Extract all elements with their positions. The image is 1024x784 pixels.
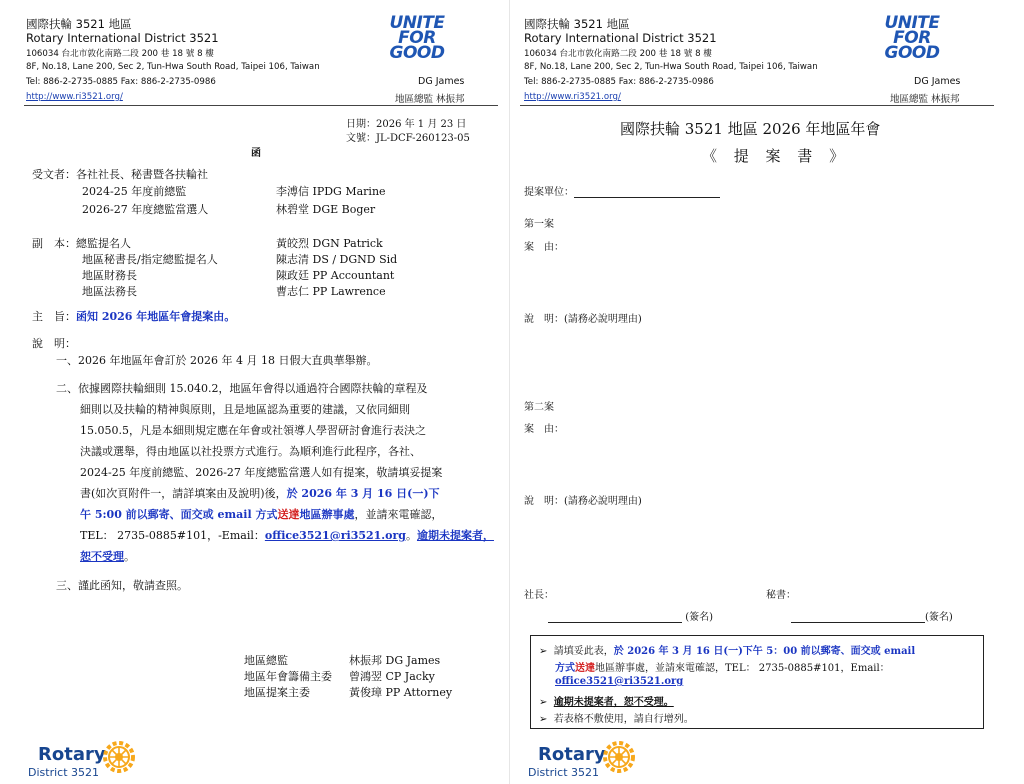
note-item [539, 642, 915, 657]
case-2-reason-label: 案 由： [524, 424, 564, 435]
address-en: 8F, No.18, Lane 200, Sec 2, Tun-Hwa South Road, Taipei 106, Taiwan [26, 62, 320, 72]
cc-name: 黃皎烈 DGN Patrick [276, 237, 383, 250]
address-zh: 106034 台北市敦化南路二段 200 巷 18 號 8 樓 [524, 49, 712, 59]
cc-name: 曹志仁 PP Lawrence [276, 285, 386, 298]
explain-label: 說 明： [32, 337, 76, 350]
text-run: 。 [124, 550, 135, 563]
text-run: 請填妥此表， [553, 646, 614, 657]
cc-role: 地區秘書長/指定總監提名人 [82, 253, 218, 266]
note-item [539, 710, 694, 725]
slogan-word: FOR [398, 28, 436, 48]
cc-role: 地區法務長 [82, 285, 137, 298]
slogan-word: UNITE [884, 13, 940, 33]
document-number: 文號：JL-DCF-260123-05 [346, 133, 470, 144]
president-label: 社長： [524, 590, 554, 601]
website-link[interactable]: http://www.ri3521.org/ [524, 92, 621, 102]
secretary-signature-field[interactable] [791, 610, 925, 623]
letter-date: 日期：2026 年 1 月 23 日 [346, 119, 467, 130]
form-title: 國際扶輪 3521 地區 2026 年地區年會 [620, 120, 881, 138]
arrow-bullet-icon: ➢ [539, 646, 548, 657]
item2-line: 2024-25 年度前總監、2026-27 年度總監當選人如有提案，敬請填妥提案 [80, 466, 443, 479]
case-2-explain-label: 說 明：(請務必說明理由) [524, 496, 642, 507]
text-run: ，並請來電確認， [354, 508, 443, 521]
district-name-en: Rotary International District 3521 [26, 31, 219, 45]
district-name-en: Rotary International District 3521 [524, 31, 717, 45]
text-run: TEL： 2735-0885#101，-Email： [80, 529, 265, 542]
header-rule [520, 105, 994, 106]
governor-en: DG James [914, 76, 961, 87]
address-en: 8F, No.18, Lane 200, Sec 2, Tun-Hwa South Road, Taipei 106, Taiwan [524, 62, 818, 72]
address-zh: 106034 台北市敦化南路二段 200 巷 18 號 8 樓 [26, 49, 214, 59]
recipient-name: 李溥信 IPDG Marine [276, 185, 386, 198]
case-2-title: 第二案 [524, 402, 554, 413]
recipient-role: 2024-25 年度前總監 [82, 185, 187, 198]
cc-label: 副 本：總監提名人 [32, 237, 131, 250]
case-1-explain-label: 說 明：(請務必說明理由) [524, 314, 642, 325]
signer-role: 地區總監 [244, 654, 288, 667]
rotary-wordmark: Rotary [38, 744, 106, 765]
text-run: 地區辦事處，並請來電確認，TEL： 2735-0885#101，Email： [595, 663, 890, 674]
district-name-zh: 國際扶輪 3521 地區 [26, 17, 132, 31]
slogan-word: GOOD [884, 43, 940, 63]
text-run: 書(如次頁附件一，請詳填案由及說明)後， [80, 487, 287, 500]
recipients-label: 受文者：各社社長、秘書暨各扶輪社 [32, 168, 208, 181]
signer-role: 地區年會籌備主委 [244, 670, 332, 683]
rotary-wheel-icon [102, 740, 136, 774]
subject-label: 主 旨： [32, 310, 76, 323]
governor-en: DG James [418, 76, 465, 87]
proposal-form-page [512, 0, 1012, 784]
sign-hint: (簽名) [685, 612, 713, 623]
secretary-signature-row [791, 608, 953, 623]
late-notice: 恕不受理 [80, 550, 124, 563]
tel-fax: Tel: 886-2-2735-0885 Fax: 886-2-2735-0986 [26, 77, 216, 87]
cc-name: 陳志清 DS / DGND Sid [276, 253, 398, 266]
item2-line [80, 506, 442, 522]
district-name-zh: 國際扶輪 3521 地區 [524, 17, 630, 31]
case-1-reason-label: 案 由： [524, 242, 564, 253]
slogan-word: UNITE [389, 13, 445, 33]
deadline-text: 午 5:00 前以郵寄、面交或 email 方式 [80, 508, 278, 521]
text-run: 。 [405, 529, 417, 542]
office-text: 地區辦事處 [299, 508, 355, 521]
secretary-label: 秘書： [766, 590, 796, 601]
rotary-wheel-icon [602, 740, 636, 774]
slogan-word: GOOD [389, 43, 445, 63]
item2-line: 決議或選舉，得由地區以社投票方式進行。為順利進行此程序，各社、 [80, 445, 421, 458]
arrow-bullet-icon: ➢ [539, 697, 548, 708]
late-notice: 逾期未提案者，恕不受理。 [553, 697, 674, 708]
letter-page [6, 0, 506, 784]
signer-name: 曾鴻翌 CP Jacky [349, 670, 435, 683]
governor-zh: 地區總監 林振邦 [890, 94, 960, 105]
signer-name: 林振邦 DG James [349, 654, 441, 667]
slogan-word: FOR [893, 28, 931, 48]
late-notice: 逾期未提案者， [416, 529, 494, 542]
note-item-cont [555, 659, 890, 674]
recipient-name: 林碧堂 DGE Boger [276, 203, 376, 216]
header-rule [24, 105, 498, 106]
president-signature-field[interactable] [548, 610, 682, 623]
case-1-title: 第一案 [524, 219, 554, 230]
note-item-cont [555, 676, 683, 687]
item2-line [80, 527, 494, 543]
arrow-bullet-icon: ➢ [539, 714, 548, 725]
subject-text: 函知 2026 年地區年會提案由。 [76, 310, 236, 323]
text-run: 若表格不敷使用，請自行增列。 [553, 714, 694, 725]
page-divider [509, 0, 510, 784]
letter-type: 函 [251, 148, 261, 159]
governor-zh: 地區總監 林振邦 [395, 94, 465, 105]
proposal-unit-label: 提案單位： [524, 187, 574, 198]
email-link[interactable]: office3521@ri3521.org [555, 676, 684, 687]
subject-row [32, 308, 235, 324]
proposal-unit-field[interactable] [574, 185, 720, 198]
unite-for-good-logo [381, 13, 453, 63]
sign-hint: (簽名) [925, 612, 953, 623]
website-link[interactable]: http://www.ri3521.org/ [26, 92, 123, 102]
email-link[interactable]: office3521@ri3521.org [264, 529, 406, 542]
signer-name: 黃俊璋 PP Attorney [349, 686, 453, 699]
item2-line: 細則以及扶輪的精神與原則，且是地區認為重要的建議，又依同細則 [80, 403, 410, 416]
notes-box [530, 635, 984, 729]
proposal-unit-row [524, 183, 720, 198]
deliver-emphasis: 送達 [277, 508, 300, 521]
president-signature-row [548, 608, 713, 623]
item2-line [80, 548, 135, 564]
item2-line: 15.050.5，凡是本細則規定應在年會或社領導人學習研討會進行表決之 [80, 424, 426, 437]
form-subtitle: 《 提 案 書 》 [702, 147, 851, 165]
rotary-district: District 3521 [28, 766, 100, 779]
unite-for-good-logo [876, 13, 948, 63]
cc-role: 地區財務長 [82, 269, 137, 282]
deadline-text: 於 2026 年 3 月 16 日(一)下午 5：00 前以郵寄、面交或 email [613, 646, 916, 657]
cc-name: 陳政廷 PP Accountant [276, 269, 395, 282]
explain-item-3: 三、謹此函知，敬請查照。 [56, 579, 188, 592]
recipient-role: 2026-27 年度總監當選人 [82, 203, 209, 216]
item2-line [80, 485, 440, 501]
signer-role: 地區提案主委 [244, 686, 310, 699]
rotary-district: District 3521 [528, 766, 600, 779]
deliver-emphasis: 送達 [575, 663, 595, 674]
tel-fax: Tel: 886-2-2735-0885 Fax: 886-2-2735-0986 [524, 77, 714, 87]
note-item [539, 693, 674, 708]
explain-item-1: 一、2026 年地區年會訂於 2026 年 4 月 18 日假大直典華舉辦。 [56, 354, 378, 367]
item2-line: 二、依據國際扶輪細則 15.040.2，地區年會得以通過符合國際扶輪的章程及 [56, 382, 428, 395]
deadline-text: 於 2026 年 3 月 16 日(一)下 [286, 487, 440, 500]
deadline-text: 方式 [555, 663, 575, 674]
rotary-wordmark: Rotary [538, 744, 606, 765]
